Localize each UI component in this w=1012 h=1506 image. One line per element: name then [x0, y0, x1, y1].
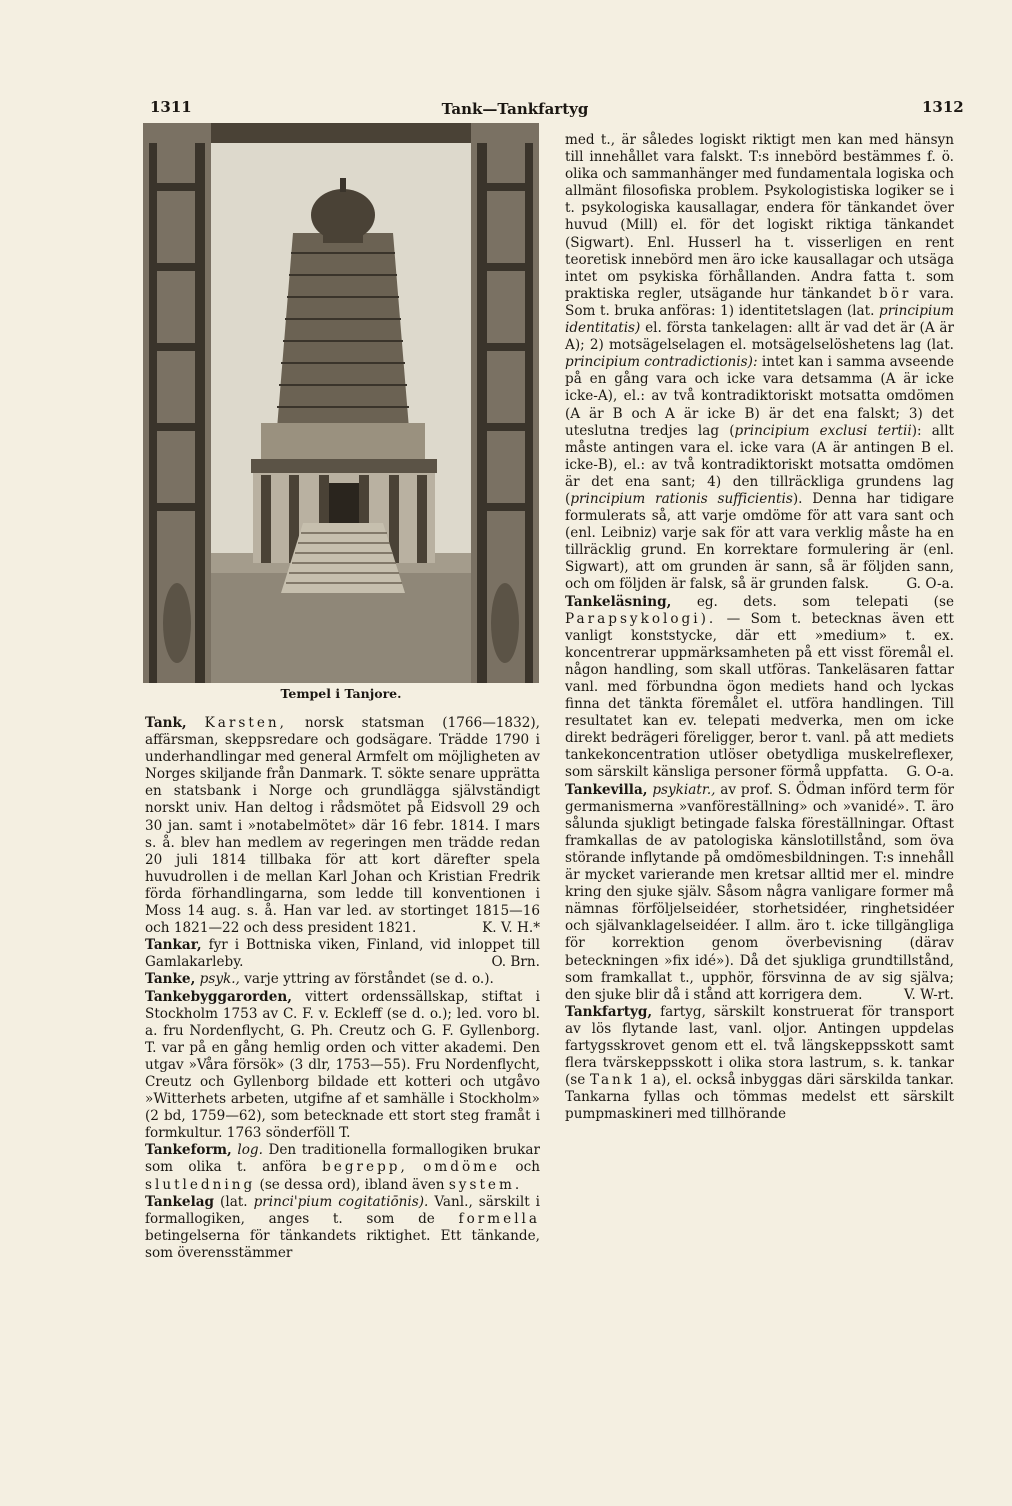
entry-tankelasning: Tankeläsning, eg. dets. som telepati (se Parapsykologi). — Som t. betecknas även ett vanligt konststycke, där ett »medium» t. ex. koncentrerar uppmärksamheten på ett visst föremål el. någon handling, som skall utföras. Tankeläsaren fattar vanl. med förbundna ögon mediets hand och lyckas finna det tänkta föremålet el. utföra handlingen. Till resultatet kan ev. telepati medverka, men om icke direkt bedrägeri föreligger, beror t. vanl. på att mediets tankekoncentration utlöser obetydliga muskelreflexer, som särskilt känsliga personer förmå uppfatta. G. O-a. — [565, 593, 954, 781]
headword-tanke: Tanke, — [145, 971, 196, 988]
entry-tankar: Tankar, fyr i Bottniska viken, Finland, vid inloppet till Gamlakarleby. O. Brn. — [145, 937, 540, 971]
entry-tankelag-continued: med t., är således logiskt riktigt men kan med hänsyn till innehållet vara falskt. T:s innebörd bestämmes f. ö. olika och sammanhänger med fundamentala logiska och allmänt filosofiska problem. Psykologistiska logiker se i t. psykologiska kausallagar, endera för tänkandet över huvud (Mill) el. för det logiskt riktiga tänkandet (Sigwart). Enl. Husserl ha t. visserligen en rent teoretisk innebörd men äro icke kausallagar och utsäga intet om psykiska förhållanden. Andra fatta t. som praktiska regler, utsägande hur tänkandet bör vara. Som t. bruka anföras: 1) identitetslagen (lat. principium identitatis) el. första tankelagen: allt är vad det är (A är A); 2) motsägelselagen el. motsägelselöshetens lag (lat. principium contradictionis): intet kan i samma avseende på en gång vara och icke vara detsamma (A är icke icke-A), el.: av två kontradiktoriskt motsatta omdömen (A är B och A är icke B) är det ena falskt; 3) det uteslutna tredjes lag (principium exclusi tertii): allt måste antingen vara el. icke vara (A är antingen B el. icke-B), el.: av två kontradiktoriskt motsatta omdömen är det ena sant; 4) den tillräckliga grundens lag (principium rationis sufficientis). Denna har tidigare formulerats så, att varje omdöme för att vara sant och (enl. Leibniz) varje sak för att vara verklig måste ha en tillräcklig grund. En korrektare formulering är (enl. Sigwart), att om grunden är sann, så är följden sann, och om följden är falsk, så är grunden falsk. G. O-a. — [565, 132, 955, 593]
headword-tankfartyg: Tankfartyg, — [565, 1003, 653, 1020]
entry-tankebyggarorden: Tankebyggarorden, vittert ordenssällskap, stiftat i Stockholm 1753 av C. F. v. Eckleff (se d. o.); led. voro bl. a. fru Nordenflycht, G. Ph. Creutz och G. F. Gyllenborg. T. var på en gång hemlig orden och vitter akademi. Den utgav »Våra försök» (3 dlr, 1753—55). Fru Nordenflycht, Creutz och Gyllenborg bildade ett kotteri och utgåvo »Witterhets arbeten, utgifne af et samhälle i Stockholm» (2 bd, 1759—62), som betecknade ett stort steg framåt i formkultur. 1763 sönderföll T. — [145, 988, 540, 1142]
signature: G. O-a. — [906, 576, 954, 593]
entry-tanke: Tanke, psyk., varje yttring av förståndet (se d. o.). — [145, 971, 494, 988]
entry-tankeform: Tankeform, log. Den traditionella formallogiken brukar som olika t. anföra begrepp, omdöme och slutledning (se dessa ord), ibland även system. — [145, 1142, 541, 1193]
left-column — [145, 715, 540, 1262]
photo-caption: Tempel i Tanjore. — [280, 686, 402, 701]
page-number-left: 1311 — [150, 98, 192, 116]
entry-tankelag: Tankelag (lat. princi'pium cogitatiōnis). Vanl., särskilt i formallogiken, anges t. som de formella betingelserna för tänkandets riktighet. Ett tänkande, som överensstämmer — [145, 1193, 541, 1261]
entry-tankevilla: Tankevilla, psykiatr., av prof. S. Ödman införd term för germanismerna »vanföreställning» och »vanidé». T. äro sålunda sjukligt betingade falska föreställningar. Oftast framkallas de av patologiska känslotillstånd, som öva störande inflytande på omdömesbildningen. T:s innehåll är mycket varierande men kretsar alltid mer el. mindre kring den sjuke själv. Såsom några vanligare former må nämnas förföljelseidéer, storhetsidéer, ringhetsidéer och självanklagelseidéer. I allm. äro t. icke tillgängliga för korrektion genom överbevisning (därav beteckningen »fix idé»). Då det sjukliga grundtillstånd, som framkallat t., upphör, försvinna de av sig själva; den sjuke blir då i stånd att korrigera dem. V. W-rt. — [565, 781, 955, 1003]
headword-tankelasning: Tankeläsning, — [565, 593, 672, 610]
temple-photo — [143, 123, 539, 683]
headword-tankeform: Tankeform, — [145, 1142, 232, 1159]
headword-tank: Tank, — [145, 715, 187, 731]
temple-illustration — [143, 123, 539, 683]
signature: O. Brn. — [491, 954, 540, 971]
entry-tank: Tank, Karsten, norsk statsman (1766—1832), affärsman, skeppsredare och godsägare. Trädde 1790 i underhandlingar med general Armfelt om möjligheten av Norges skiljande från Danmark. T. sökte senare upprätta en statsbank i Norge och grundlägga självständigt norskt univ. Han deltog i rådsmötet på Eidsvoll 29 och 30 jan. samt i »notabelmötet» där 16 febr. 1814. I mars s. å. blev han medlem av regeringen men trädde redan 20 juli 1814 tillbaka för att kort därefter spela huvudrollen i de mellan Karl Johan och Kristian Fredrik förda förhandlingarna, som ledde till konventionen i Moss 14 aug. s. å. Han var led. av stortinget 1815—16 och 1821—22 och dess president 1821. K. V. H.* — [145, 715, 541, 937]
signature: G. O-a. — [906, 764, 954, 781]
running-head: Tank—Tankfartyg — [441, 100, 589, 118]
temple-tower — [275, 233, 411, 453]
entry-tankfartyg: Tankfartyg, fartyg, särskilt konstruerat för transport av lös flytande last, vanl. oljor. Antingen uppdelas fartygsskrovet genom ett el. två längskeppsskott samt flera tvärskeppsskott i olika stora lastrum, s. k. tankar (se Tank 1 a), el. också inbyggas däri särskilda tankar. Tankarna fyllas och tömmas medelst ett särskilt pumpmaskineri med tillhörande — [565, 1003, 954, 1123]
page-number-right: 1312 — [922, 98, 964, 116]
right-column — [565, 132, 954, 1123]
signature: K. V. H.* — [482, 920, 540, 937]
headword-tankar: Tankar, — [145, 937, 202, 954]
headword-tankebyggarorden: Tankebyggarorden, — [145, 988, 292, 1005]
headword-tankevilla: Tankevilla, — [565, 781, 648, 798]
headword-tankelag: Tankelag — [145, 1193, 215, 1210]
carved-figure-right — [491, 583, 519, 663]
carved-figure-left — [163, 583, 191, 663]
signature: V. W-rt. — [904, 986, 954, 1003]
